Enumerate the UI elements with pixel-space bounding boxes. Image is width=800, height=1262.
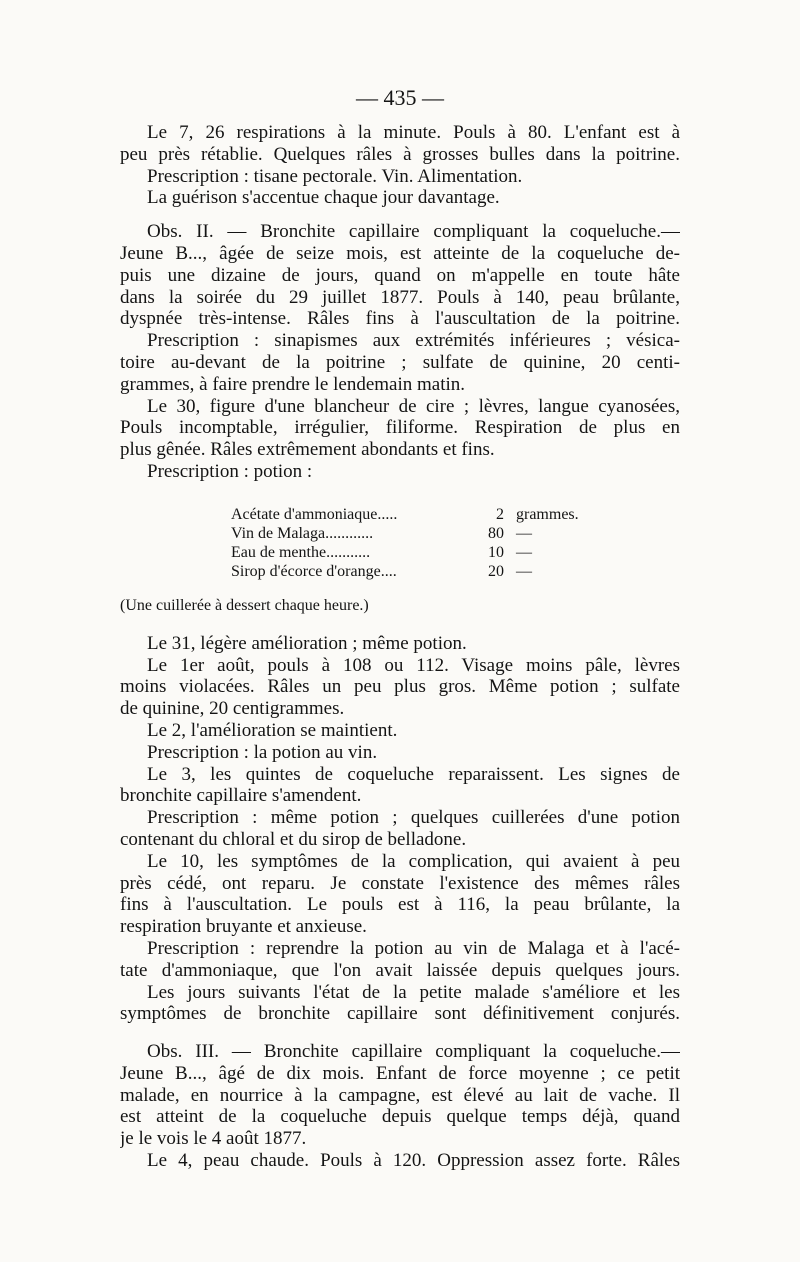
observation-heading: Obs. III. — Bronchite capillaire compliquant la coqueluche.— <box>147 1041 680 1063</box>
recipe-row <box>231 562 651 581</box>
recipe-row <box>231 524 651 543</box>
observation-3 <box>120 1041 680 1172</box>
recipe-ingredient: Eau de menthe........... <box>231 543 371 561</box>
text-line: fins à l'auscultation. Le pouls est à 116, la peau brûlante, la <box>120 894 680 916</box>
text-line: tate d'ammoniaque, que l'on avait laissée depuis quelques jours. <box>120 959 680 981</box>
text-line: de quinine, 20 centigrammes. <box>120 698 345 720</box>
text-line: dyspnée très-intense. Râles fins à l'auscultation de la poitrine. <box>120 308 680 330</box>
text-line: peu près rétablie. Quelques râles à grosses bulles dans la poitrine. <box>120 143 680 165</box>
text-line: Jeune B..., âgée de seize mois, est atteinte de la coqueluche de- <box>120 242 680 264</box>
page-number: — 435 — <box>356 85 444 110</box>
recipe-quantity: 80 <box>488 524 504 542</box>
recipe-unit: grammes. <box>516 505 579 523</box>
text-line: Le 10, les symptômes de la complication, qui avaient à peu <box>147 850 680 872</box>
recipe-note: (Une cuillerée à dessert chaque heure.) <box>120 596 369 614</box>
recipe-ingredient: Acétate d'ammoniaque..... <box>231 505 398 523</box>
text-line: moins violacées. Râles un peu plus gros. Même potion ; sulfate <box>120 676 680 698</box>
text-line: Le 2, l'amélioration se maintient. <box>147 719 398 741</box>
text-line: je le vois le 4 août 1877. <box>120 1128 307 1150</box>
text-line: Prescription : même potion ; quelques cuillerées d'une potion <box>147 807 680 829</box>
text-line: Le 30, figure d'une blancheur de cire ; lèvres, langue cyanosées, <box>147 395 680 417</box>
text-line: dans la soirée du 29 juillet 1877. Pouls à 140, peau brûlante, <box>120 286 680 308</box>
text-line: La guérison s'accentue chaque jour davantage. <box>147 187 500 209</box>
text-line: Le 3, les quintes de coqueluche reparaissent. Les signes de <box>147 763 680 785</box>
text-line: Le 31, légère amélioration ; même potion. <box>147 632 467 654</box>
text-line: contenant du chloral et du sirop de belladone. <box>120 828 467 850</box>
text-line: grammes, à faire prendre le lendemain matin. <box>120 373 466 395</box>
text-line: toire au-devant de la poitrine ; sulfate de quinine, 20 centi- <box>120 351 680 373</box>
recipe-unit: — <box>516 562 532 580</box>
text-line: Le 4, peau chaude. Pouls à 120. Oppression assez forte. Râles <box>147 1150 680 1172</box>
text-line: Pouls incomptable, irrégulier, filiforme. Respiration de plus en <box>120 417 680 439</box>
recipe-row <box>231 505 651 524</box>
recipe-quantity: 10 <box>488 543 504 561</box>
text-line: bronchite capillaire s'amendent. <box>120 785 362 807</box>
paragraph-case-end <box>120 122 680 209</box>
text-line: Le 1er août, pouls à 108 ou 112. Visage moins pâle, lèvres <box>147 654 680 676</box>
text-line: Prescription : la potion au vin. <box>147 741 378 763</box>
text-line: Le 7, 26 respirations à la minute. Pouls à 80. L'enfant est à <box>147 122 680 143</box>
text-line: plus gênée. Râles extrêmement abondants et fins. <box>120 439 495 461</box>
text-line: puis une dizaine de jours, quand on m'appelle en toute hâte <box>120 264 680 286</box>
text-line: près cédé, ont reparu. Je constate l'existence des mêmes râles <box>120 872 680 894</box>
text-line: Prescription : sinapismes aux extrémités inférieures ; vésica- <box>147 330 680 352</box>
text-line: symptômes de bronchite capillaire sont définitivement conjurés. <box>120 1003 680 1025</box>
recipe-unit: — <box>516 543 532 561</box>
text-line: Prescription : reprendre la potion au vin de Malaga et à l'acé- <box>147 937 680 959</box>
text-line: Jeune B..., âgé de dix mois. Enfant de force moyenne ; ce petit <box>120 1062 680 1084</box>
text-line: Prescription : tisane pectorale. Vin. Alimentation. <box>147 165 523 187</box>
recipe-unit: — <box>516 524 532 542</box>
page-body <box>120 122 680 1172</box>
recipe-ingredient: Vin de Malaga............ <box>231 524 374 542</box>
recipe-ingredient: Sirop d'écorce d'orange.... <box>231 562 397 580</box>
recipe-quantity: 2 <box>496 505 504 523</box>
observation-2-continued <box>120 633 680 1025</box>
observation-heading: Obs. II. — Bronchite capillaire compliquant la coqueluche.— <box>147 221 680 243</box>
text-line: est atteint de la coqueluche depuis quelque temps déjà, quand <box>120 1106 680 1128</box>
text-line: respiration bruyante et anxieuse. <box>120 916 367 938</box>
text-line: Prescription : potion : <box>147 460 313 482</box>
recipe-row <box>231 543 651 562</box>
recipe-quantity: 20 <box>488 562 504 580</box>
prescription-recipe <box>120 487 680 580</box>
text-line: Les jours suivants l'état de la petite malade s'améliore et les <box>147 981 680 1003</box>
observation-2 <box>120 221 680 483</box>
text-line: malade, en nourrice à la campagne, est élevé au lait de vache. Il <box>120 1084 680 1106</box>
